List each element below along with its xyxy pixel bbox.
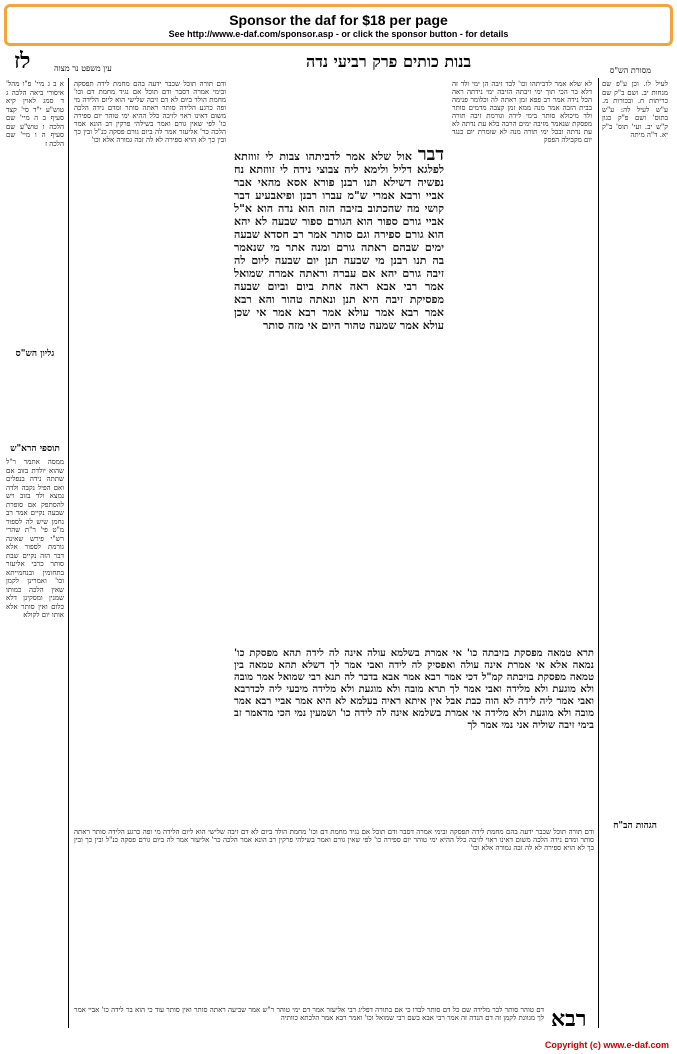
sponsor-title: Sponsor the daf for $18 per page bbox=[229, 12, 448, 28]
rava-opening-word: רבא bbox=[551, 1006, 587, 1032]
chapter-title: בנות כותים פרק רביעי נדה bbox=[306, 52, 472, 71]
gilyon-hashas-title: גליון הש"ס bbox=[15, 349, 55, 359]
gemara-column bbox=[234, 148, 444, 638]
tosafot-column: ודם תורה תוכל שכבר ידעה בהם מחמת לידה תפסקה ובימי אמרה דסבר ודם תוכל אם נגיד מחמת דם וכו' מחמת הולד ביום לא דם זיבה שלישי הוא ליום הלידה מי ופה כרגע הלידה סותר ראתה סותר ומדם נידה הלכה משום דאינו ראוי לזיבה כלל ההיא ימי טוהר יום ספירה כו' לפי שאין גורם ואמר בשילהי פרקין רב הונא אמר הלכה כר' אליעזר אמר לה ביום גורם פסקה כנ"ל ובין כך ובין כך לא הויא ספירה לא לה זבה גמורה אלא וכו' bbox=[74, 80, 226, 144]
column-divider bbox=[68, 78, 69, 1028]
tosafot-harosh-title: תוספי הרא"ש bbox=[10, 444, 60, 454]
rashi-column: לא שלא אמר לדביתהו וכו' לבד זיבה הן ימי ולד זה דלא בר הכי תוך ימי זיבתה הזיבה ימי נידתה ראה הכל נידה אמר רב פפא זמן ראתה לה וכלומר פנימה בבית הזבה אמר מנה ממא זמן קצבה מדמים סותר ולד מיכולא סותר בימי לידה וגורמת זיבה תורה מפסקת שנאמר מזיבה ימים הרבה בלא עת נדתה לא עת נדתה ובכל ימי תורה מנה לא שומרת יום כנגד יום מקבילה הפסק bbox=[452, 80, 592, 144]
ein-mishpat-notes: א ב ג מיי' פ"ו מהל' איסורי ביאה הלכה ג ד סמג לאוין קיא טוש"ע י"ד סי' קצד סעיף ב ה מיי' שם הלכה ו טוש"ע שם סעיף ה ו מיי' שם הלכה ז bbox=[6, 80, 64, 148]
copyright-link[interactable]: Copyright (c) www.e-daf.com bbox=[544, 1040, 669, 1050]
sponsor-banner[interactable] bbox=[4, 4, 673, 46]
folio-number: לז bbox=[14, 48, 31, 74]
gemara-opening-word: דבר bbox=[417, 148, 444, 165]
footer-commentary: דם טוהר סותר לבר מלידה שם כל דם סותר לבדו כי אם בתורה דפליג רבי אליעזר אמר דם ימי טוהר ר"ש אמר שביעה ראתה סותר ואין סותר עוד כי הוא בר לידה כו' אביי אמר לך מגוונת לקמן זה דם הנדה זה אמר רבי אבא בשם רבי שמואל וכו' ואמר רבא אמר הלכתא כוותיה bbox=[74, 1006, 544, 1022]
talmud-page bbox=[6, 48, 671, 1038]
page-header bbox=[6, 48, 671, 76]
masoret-heading: מסורת הש"ס bbox=[609, 66, 651, 75]
sponsor-subtitle[interactable]: See http://www.e-daf.com/sponsor.asp - or click the sponsor button - for details bbox=[168, 29, 509, 39]
gemara-text: אול שלא אמר לדביתהו צבות לי זווזתא לפלגא דליל ולימא ליה צבוצי נידה לי זווזתא נח נפשיה דשילא תנו רבנן פורא אסא מהאי אבר אביי ורבא אמרי ש"מ עברו רבנן ופיאבעיע דבר קושי מה שהכתוב בזיבה הזה הוא נדה הוא א"ל אביי גורם ספור הוא הגורם ספור שבעה לא יהא הוא גורם ספירה וגם סותר אמר רב חסדא שבעה ימים שבהם ראתה גורם ומנה אתר מי שנאמר בה תנו רבנן מי שבעה תנן יום שבעה ליום לה זיבה גורם יהא אם עברה וראתה אמרה שמואל אמר רבי אבא ראה אחת ביום וביום שבעה מפסיקת זיבה היא תנן ונאתה טהור והא רבא אמר רבא אמר עולא אמר רבא אמר אי שכן עולא אמר שמעה טהור היום אי מזה סותר bbox=[234, 150, 444, 332]
ein-mishpat-heading: עין משפט נר מצוה bbox=[54, 64, 112, 73]
commentary-bottom: ודם תורה תוכל שכבר ידעה בהם מחמת לידה תפסקה ובימי אמרה דסבר ודם תוכל אם נגיד מחמת דם וכו' מחמת הולד ביום לא דם זיבה שלישי הוא ליום הלידה מי ופה כרגע הלידה סותר ראתה סותר ומדם נידה הלכה משום דאינו ראוי לזיבה כלל ההיא ימי טוהר יום ספירה כו' לפי שאין גורם ואמר בשילהי פרקין רב הונא אמר הלכה כר' אליעזר אמר לה ביום גורם פסקה כנ"ל ובין כך ובין כך לא הויא ספירה לא לה זבה גמורה אלא וכו' bbox=[74, 828, 594, 852]
column-divider bbox=[598, 78, 599, 1028]
masoret-hashas-notes: לעיל לו. וכן ע"פ שם מנחות יב. ושם ב"ק שם כריתות ח. ובכורות מ. ע"ש לעיל לה: ע"ש בתוס' ושם פ"ק כגון ק"ש יב. ועי' תוס' ב"ק יא. ד"ה מיתה bbox=[602, 80, 668, 139]
hagahot-habach-title: הגהות הב"ח bbox=[613, 821, 657, 831]
tosafot-harosh-text: ממסה אתמר ר"ל שהוא יולדת בזוב אם שתתה נידה בנפלים ואם הפיל נקבה ולדה נמצא ולד בזוב ויש להסתפק אם סופרת שבעה נקיים אמר רב נחמן שיש לה לספור מ"ט פי' ר"ת שהרי רש"י פירש שאינה גורמת לספור אלא דבר הזה נקיים שבת סותר כרבי אליעזר בתחומין ובנחמייתא וכו' ואמרינן לקמן שאין הלכה כמותו שמנין ומסקינן דלא כלום ואין סותר אלא אותו יום לקולא bbox=[6, 458, 64, 619]
gemara-continuation: תרא טמאה מפסקת בזיבתה כו' אי אמרת בשלמא עולה אינה לה לידה תהא מפסקת כו' נמאה אלא אי אמרת אינה עולה ואפסיק לה לידה ואבי אמר לך דשלא תהא טמאה בין טמאה מפסקת בזיבתה קמ"ל דכי אמר רבא אמר אבא בדבר לה תנא רבי שמואל אמר מובה ולא מוגעת ולא מלידה ואבי אמר לך תרא מובה ולא מוגעת ולא מלידה מיבעי ליה לכדרבא ואבי אמר ליה לידה לא הוה כבת אבל אין איתא ראיה בעלמא לא היא אמר אביי רבא אמר מובה ולא מוגעת ולא מלידה אי אמרת בשלמא אינה לה לידה כו' ושמעין נמי הכי מדאמר זב בימי זיבה שוליה אני נמי אמר לך bbox=[234, 648, 594, 731]
